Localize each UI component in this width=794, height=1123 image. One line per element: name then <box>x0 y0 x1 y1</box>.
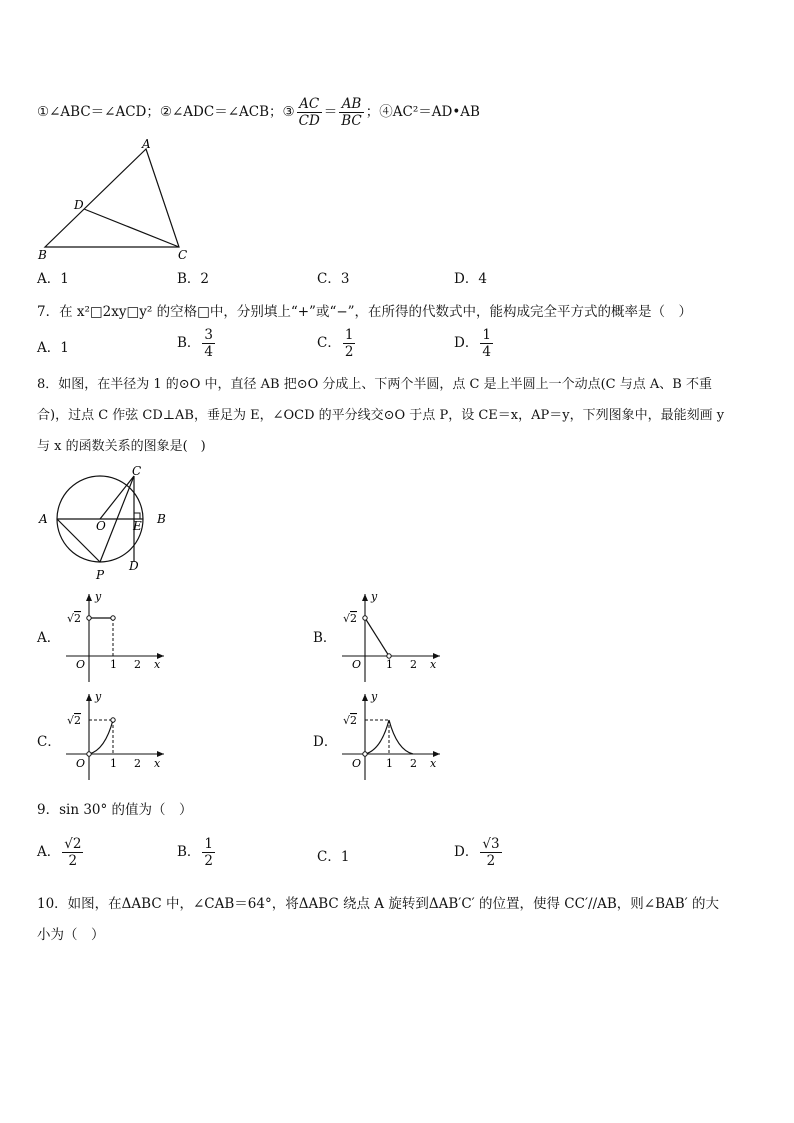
q8-label-e: E <box>133 519 142 533</box>
svg-text:O: O <box>76 757 86 770</box>
q8-label-b: B <box>157 512 166 526</box>
svg-text:y: y <box>371 690 378 703</box>
q6-equals: ＝ <box>323 104 338 120</box>
q9-frac-a: $\frac{√2}{2}$ <box>64 836 82 869</box>
q6-choice-d[interactable]: D．4 <box>454 271 487 287</box>
q8-stem-line-1: 8．如图，在半径为 1 的⊙O 中，直径 AB 把⊙O 分成上、下两个半圆，点 C 是上半圆上一个动点(C 与点 A、B 不重 <box>37 377 712 392</box>
q8-label-o: O <box>96 519 106 533</box>
svg-text:O: O <box>352 757 362 770</box>
svg-text:x: x <box>430 658 437 671</box>
svg-text:√2: √2 <box>67 612 82 625</box>
q9-stem: 9．sin 30° 的值为（ ） <box>37 802 193 818</box>
q8-label-c: C <box>132 464 142 478</box>
q8-label-p: P <box>96 568 105 582</box>
q7-frac-d: $\frac{1}{4}$ <box>482 327 491 360</box>
q7-choice-d[interactable]: D． $\frac{1}{4}$ <box>454 327 491 360</box>
svg-text:x: x <box>154 658 161 671</box>
q6-label-b: B <box>38 248 47 262</box>
q7-choice-b[interactable]: B． $\frac{3}{4}$ <box>177 327 214 360</box>
q6-conditions <box>37 96 480 129</box>
q6-cond-4: ；④AC²＝AD•AB <box>365 104 480 120</box>
q6-triangle-figure <box>36 138 196 263</box>
q9-choice-b[interactable]: B． $\frac{1}{2}$ <box>177 836 214 869</box>
svg-text:O: O <box>352 658 362 671</box>
svg-text:2: 2 <box>134 757 141 770</box>
svg-text:y: y <box>371 590 378 603</box>
q10-stem-line-1: 10．如图，在ΔABC 中，∠CAB＝64°，将ΔABC 绕点 A 旋转到ΔAB′C′ 的位置，使得 CC′//AB，则∠BAB′ 的大 <box>37 896 720 912</box>
q6-label-d: D <box>74 198 84 212</box>
q9-frac-d: $\frac{√3}{2}$ <box>482 836 500 869</box>
q9-choice-d[interactable]: D． $\frac{√3}{2}$ <box>454 836 500 869</box>
svg-text:√2: √2 <box>343 714 358 727</box>
q8-stem-line-3: 与 x 的函数关系的图象是( ) <box>37 439 206 454</box>
q7-frac-c: $\frac{1}{2}$ <box>344 327 354 360</box>
svg-text:x: x <box>154 757 161 770</box>
q7-stem: 7．在 x²□2xy□y² 的空格□中，分别填上“+”或“−”，在所得的代数式中，能构成完全平方式的概率是（ ） <box>37 304 693 320</box>
svg-text:√2: √2 <box>343 612 358 625</box>
q9-choice-a[interactable]: A． $\frac{√2}{2}$ <box>37 836 82 869</box>
svg-text:2: 2 <box>134 658 141 671</box>
q8-graph-c <box>60 690 170 785</box>
q8-choice-a[interactable]: A． <box>37 630 61 646</box>
q8-graph-b <box>336 588 446 683</box>
q8-stem-line-2: 合)，过点 C 作弦 CD⊥AB，垂足为 E，∠OCD 的平分线交⊙O 于点 P，设 CE＝x，AP＝y，下列图象中，最能刻画 y <box>37 408 725 423</box>
q6-choice-a[interactable]: A．1 <box>37 271 69 287</box>
q9-choice-c[interactable]: C．1 <box>317 849 350 865</box>
q6-choice-c[interactable]: C．3 <box>317 271 350 287</box>
q8-label-a: A <box>39 512 48 526</box>
q8-graph-a <box>60 588 170 683</box>
q8-graph-d <box>336 690 446 785</box>
q6-label-a: A <box>142 138 151 151</box>
svg-text:2: 2 <box>410 658 417 671</box>
q8-choice-c[interactable]: C． <box>37 734 61 750</box>
q6-fraction-left: $\frac{AC}{CD}$ <box>298 96 320 129</box>
svg-text:1: 1 <box>110 757 117 770</box>
q6-label-c: C <box>178 248 188 262</box>
q7-frac-b: $\frac{3}{4}$ <box>204 327 214 360</box>
svg-text:2: 2 <box>410 757 417 770</box>
q6-fraction-right: $\frac{AB}{BC}$ <box>341 96 362 129</box>
svg-text:O: O <box>76 658 86 671</box>
svg-text:1: 1 <box>386 658 393 671</box>
q7-choice-a[interactable]: A．1 <box>37 340 69 356</box>
q8-label-d: D <box>129 559 139 573</box>
q8-choice-b[interactable]: B． <box>313 630 337 646</box>
svg-text:√2: √2 <box>67 714 82 727</box>
q8-choice-d[interactable]: D． <box>313 734 338 750</box>
svg-text:y: y <box>95 690 102 703</box>
q7-choice-c[interactable]: C． $\frac{1}{2}$ <box>317 327 354 360</box>
svg-text:y: y <box>95 590 102 603</box>
svg-text:1: 1 <box>110 658 117 671</box>
q9-frac-b: $\frac{1}{2}$ <box>204 836 214 869</box>
svg-text:x: x <box>430 757 437 770</box>
q6-choice-b[interactable]: B．2 <box>177 271 210 287</box>
q8-circle-figure <box>36 463 176 583</box>
q10-stem-line-2: 小为（ ） <box>37 927 105 943</box>
q6-cond-1-3: ①∠ABC＝∠ACD；②∠ADC＝∠ACB；③ <box>37 104 295 120</box>
svg-text:1: 1 <box>386 757 393 770</box>
